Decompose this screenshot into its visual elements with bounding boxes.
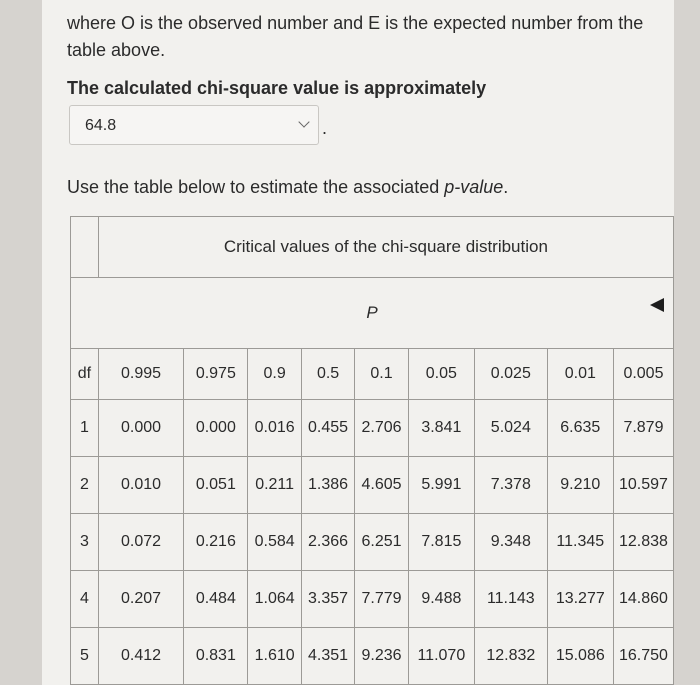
use-table-suffix: .: [503, 177, 509, 197]
table-cell: 5.024: [474, 400, 547, 457]
table-cell: 0.211: [248, 457, 301, 514]
table-cell: 9.210: [547, 457, 613, 514]
table-row: [71, 457, 674, 514]
header-p-5: 0.1: [355, 349, 408, 400]
row-df-cell: 3: [71, 514, 99, 571]
table-cell: 15.086: [547, 628, 613, 685]
header-p-6: 0.05: [408, 349, 474, 400]
p-value-term: p-value: [444, 177, 504, 197]
table-cell: 16.750: [613, 628, 673, 685]
intro-text: where O is the observed number and E is the expected number from the table above.: [67, 13, 644, 60]
chi-square-table: [70, 216, 674, 685]
table-cell: 1.386: [301, 457, 354, 514]
row-df-cell: 2: [71, 457, 99, 514]
table-cell: 0.072: [98, 514, 184, 571]
header-p-8: 0.01: [547, 349, 613, 400]
table-cell: 7.879: [613, 400, 673, 457]
header-p-7: 0.025: [474, 349, 547, 400]
column-header-row: [71, 349, 674, 400]
header-p-1: 0.995: [98, 349, 184, 400]
chi-square-table-container: [70, 216, 674, 685]
table-cell: 9.236: [355, 628, 408, 685]
table-cell: 1.064: [248, 571, 301, 628]
header-p-9: 0.005: [613, 349, 673, 400]
table-cell: 11.345: [547, 514, 613, 571]
table-cell: 0.016: [248, 400, 301, 457]
p-header: P: [71, 278, 674, 349]
use-table-prefix: Use the table below to estimate the associated: [67, 177, 445, 197]
table-cell: 3.357: [301, 571, 354, 628]
table-row: [71, 400, 674, 457]
table-cell: 4.605: [355, 457, 408, 514]
row-df-cell: 4: [71, 571, 99, 628]
table-title: Critical values of the chi-square distribution: [98, 217, 673, 278]
table-cell: 2.366: [301, 514, 354, 571]
table-cell: 0.484: [184, 571, 248, 628]
table-corner-cell: [71, 217, 99, 278]
table-cell: 0.207: [98, 571, 184, 628]
table-cell: 0.831: [184, 628, 248, 685]
table-cell: 0.216: [184, 514, 248, 571]
selected-value: 64.8: [85, 117, 117, 134]
table-cell: 7.378: [474, 457, 547, 514]
table-cell: 12.832: [474, 628, 547, 685]
table-cell: 14.860: [613, 571, 673, 628]
question-panel: [42, 0, 674, 685]
calculated-value-label: The calculated chi-square value is approximately: [67, 78, 487, 98]
table-cell: 0.000: [98, 400, 184, 457]
table-cell: 3.841: [408, 400, 474, 457]
table-cell: 13.277: [547, 571, 613, 628]
table-cell: 1.610: [248, 628, 301, 685]
table-cell: 0.010: [98, 457, 184, 514]
mouse-pointer-icon: [650, 298, 664, 312]
table-cell: 7.815: [408, 514, 474, 571]
use-table-instruction: [67, 177, 508, 198]
table-cell: 0.584: [248, 514, 301, 571]
table-row: [71, 628, 674, 685]
table-cell: 11.070: [408, 628, 474, 685]
sentence-period: .: [322, 118, 328, 138]
table-row: [71, 514, 674, 571]
table-cell: 10.597: [613, 457, 673, 514]
header-df: df: [71, 349, 99, 400]
row-df-cell: 5: [71, 628, 99, 685]
chevron-down-icon: [298, 116, 309, 127]
table-cell: 6.635: [547, 400, 613, 457]
header-p-4: 0.5: [301, 349, 354, 400]
table-cell: 12.838: [613, 514, 673, 571]
table-row: [71, 571, 674, 628]
table-cell: 9.348: [474, 514, 547, 571]
table-cell: 9.488: [408, 571, 474, 628]
table-cell: 5.991: [408, 457, 474, 514]
table-cell: 2.706: [355, 400, 408, 457]
table-cell: 0.412: [98, 628, 184, 685]
table-cell: 0.455: [301, 400, 354, 457]
table-cell: 0.000: [184, 400, 248, 457]
chi-square-value-dropdown[interactable]: [69, 105, 319, 145]
row-df-cell: 1: [71, 400, 99, 457]
table-cell: 4.351: [301, 628, 354, 685]
header-p-3: 0.9: [248, 349, 301, 400]
table-cell: 7.779: [355, 571, 408, 628]
header-p-2: 0.975: [184, 349, 248, 400]
table-cell: 0.051: [184, 457, 248, 514]
table-cell: 6.251: [355, 514, 408, 571]
table-cell: 11.143: [474, 571, 547, 628]
